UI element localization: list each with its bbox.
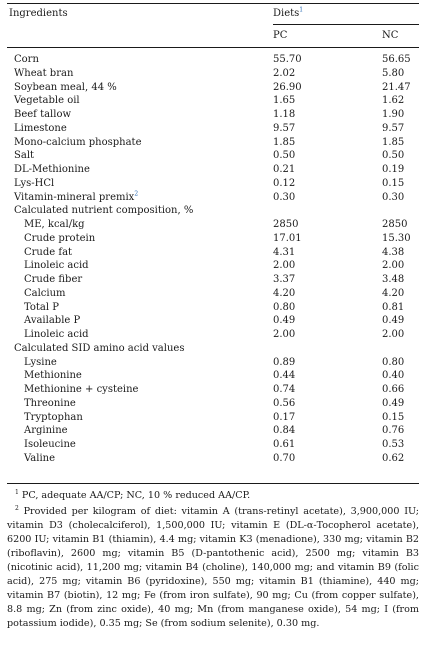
nutrient-row-label: ME, kcal/kg: [24, 219, 85, 230]
nutrient-row-pc-value: 0.80: [273, 301, 296, 313]
nutrient-row-label: Crude fiber: [24, 274, 83, 285]
ingredient-row-pc-value: 0.12: [273, 177, 296, 189]
footnote-number: 2: [15, 504, 19, 512]
ingredient-row-label: Wheat bran: [14, 67, 74, 79]
ingredient-row-label: DL-Methionine: [14, 164, 90, 175]
amino-row-label: Tryptophan: [24, 411, 83, 423]
section-nutrient-composition: Calculated nutrient composition, %: [14, 205, 194, 217]
ingredient-row-nc-value: 1.85: [382, 136, 405, 148]
nutrient-row-pc-value: 4.31: [273, 246, 296, 258]
amino-row-nc-value: 0.62: [382, 452, 405, 464]
header-pc: PC: [273, 30, 288, 41]
footnote-text: PC, adequate AA/CP; NC, 10 % reduced AA/CP.: [18, 490, 251, 501]
nutrient-row-nc-value: 4.20: [382, 287, 405, 299]
ingredient-row-nc-value: 0.30: [382, 191, 405, 203]
nutrient-row-label: Crude fat: [24, 246, 73, 258]
ingredient-row-label: Mono-calcium phosphate: [14, 136, 142, 148]
header-ingredients: Ingredients: [9, 8, 68, 19]
amino-row-pc-value: 0.84: [273, 425, 296, 437]
nutrient-row-label: Calcium: [24, 287, 66, 299]
footnote-mark[interactable]: 2: [134, 190, 139, 198]
diets-underline-rule: [273, 24, 419, 25]
nutrient-row-pc-value: 2.00: [273, 329, 296, 340]
nutrient-row-pc-value: 3.37: [273, 274, 296, 285]
amino-row-pc-value: 0.17: [273, 411, 296, 423]
footnote-number: 1: [15, 488, 19, 496]
ingredient-row-pc-value: 55.70: [273, 54, 302, 65]
amino-row-pc-value: 0.61: [273, 439, 296, 450]
nutrient-row-label: Available P: [24, 315, 81, 327]
amino-row-nc-value: 0.76: [382, 425, 405, 437]
nutrient-row-nc-value: 0.81: [382, 301, 405, 313]
ingredient-row-label: Limestone: [14, 122, 67, 134]
ingredient-row-nc-value: 56.65: [382, 54, 411, 65]
nutrient-row-nc-value: 4.38: [382, 246, 405, 258]
ingredient-row-pc-value: 0.50: [273, 150, 296, 162]
ingredient-row-pc-value: 1.18: [273, 109, 296, 120]
nutrient-row-nc-value: 2.00: [382, 260, 405, 272]
amino-row-label: Methionine + cysteine: [24, 384, 139, 395]
header-bottom-rule: [7, 47, 419, 48]
amino-row-pc-value: 0.56: [273, 397, 296, 409]
ingredient-row-pc-value: 1.85: [273, 136, 296, 148]
amino-row-nc-value: 0.49: [382, 397, 405, 409]
ingredient-row-pc-value: 0.21: [273, 164, 296, 175]
table-top-rule: [7, 3, 419, 4]
amino-row-nc-value: 0.80: [382, 356, 405, 368]
amino-row-label: Valine: [24, 452, 56, 464]
ingredient-row-pc-value: 9.57: [273, 122, 296, 134]
footnote-1: [7, 489, 419, 503]
nutrient-row-nc-value: 15.30: [382, 232, 411, 244]
ingredient-row-pc-value: 0.30: [273, 191, 296, 203]
amino-row-label: Methionine: [24, 370, 82, 382]
ingredient-row-label: Salt: [14, 150, 35, 162]
amino-row-label: Threonine: [24, 397, 76, 409]
ingredient-row-label: Lys-HCl: [14, 177, 55, 189]
nutrient-row-label: Linoleic acid: [24, 329, 89, 340]
ingredient-row-pc-value: 2.02: [273, 67, 296, 79]
amino-row-label: Lysine: [24, 356, 57, 368]
ingredient-row-pc-value: 26.90: [273, 81, 302, 93]
ingredient-row-nc-value: 0.50: [382, 150, 405, 162]
ingredient-row-nc-value: 0.15: [382, 177, 405, 189]
nutrient-row-nc-value: 3.48: [382, 274, 405, 285]
header-diets: [273, 7, 303, 20]
amino-row-label: Isoleucine: [24, 439, 76, 450]
header-nc: NC: [382, 30, 399, 41]
ingredient-row-label: Corn: [14, 54, 39, 65]
nutrient-row-pc-value: 4.20: [273, 287, 296, 299]
ingredient-row-nc-value: 5.80: [382, 67, 405, 79]
ingredient-row-nc-value: 1.90: [382, 109, 405, 120]
ingredient-row-label: Vegetable oil: [14, 95, 80, 107]
nutrient-row-pc-value: 2850: [273, 219, 299, 230]
nutrient-row-nc-value: 2850: [382, 219, 408, 230]
nutrient-row-pc-value: 17.01: [273, 232, 302, 244]
amino-row-pc-value: 0.70: [273, 452, 296, 464]
nutrient-row-label: Linoleic acid: [24, 260, 89, 272]
amino-row-pc-value: 0.89: [273, 356, 296, 368]
amino-row-nc-value: 0.40: [382, 370, 405, 382]
ingredient-row-nc-value: 1.62: [382, 95, 405, 107]
footnote-text: Provided per kilogram of diet: vitamin A (trans-retinyl acetate), 3,900,000 IU; vitamin D3 (cholecalciferol), 1,500,000 IU; vitamin E (DL-α-Tocopherol acetate), 6200 IU; vitamin B1 (thiamin), 4.4 mg; vitamin K3 (menadione), 330 mg; vitamin B2 (riboflavin), 2600 mg; vitamin B5 (D-pantothenic acid), 2500 mg; vitamin B3 (nicotinic acid), 11,200 mg; vitamin B4 (choline), 140,000 mg; and vitamin B9 (folic acid), 275 mg; vitamin B6 (pyridoxine), 550 mg; vitamin B1 (thiamine), 440 mg; vitamin B7 (biotin), 12 mg; Fe (from iron sulfate), 90 mg; Cu (from copper sulfate), 8.8 mg; Zn (from zinc oxide), 40 mg; Mn (from manganese oxide), 54 mg; I (from potassium iodide), 0.35 mg; Se (from sodium selenite), 0.30 mg.: [7, 506, 419, 629]
nutrient-row-nc-value: 0.49: [382, 315, 405, 327]
ingredient-row-nc-value: 0.19: [382, 164, 405, 175]
ingredient-row-label: Vitamin-mineral premix$^2$: [14, 190, 139, 203]
amino-row-pc-value: 0.74: [273, 384, 296, 395]
section-sid-amino-acids: Calculated SID amino acid values: [14, 342, 185, 354]
nutrient-row-nc-value: 2.00: [382, 329, 405, 340]
amino-row-nc-value: 0.15: [382, 411, 405, 423]
ingredient-row-pc-value: 1.65: [273, 95, 296, 107]
nutrient-row-label: Crude protein: [24, 232, 96, 244]
ingredient-row-nc-value: 21.47: [382, 81, 411, 93]
amino-row-label: Arginine: [24, 425, 68, 437]
footnote-2: [7, 505, 419, 631]
amino-row-pc-value: 0.44: [273, 370, 296, 382]
header-diets-label: Diets: [273, 8, 300, 19]
amino-row-nc-value: 0.53: [382, 439, 405, 450]
header-diets-footnote-mark[interactable]: 1: [299, 6, 304, 14]
ingredient-row-nc-value: 9.57: [382, 122, 405, 134]
nutrient-row-label: Total P: [24, 301, 59, 313]
table-bottom-rule: [7, 483, 419, 484]
nutrient-row-pc-value: 2.00: [273, 260, 296, 272]
amino-row-nc-value: 0.66: [382, 384, 405, 395]
nutrient-row-pc-value: 0.49: [273, 315, 296, 327]
ingredient-row-label: Soybean meal, 44 %: [14, 81, 117, 93]
ingredient-row-label: Beef tallow: [14, 109, 72, 120]
